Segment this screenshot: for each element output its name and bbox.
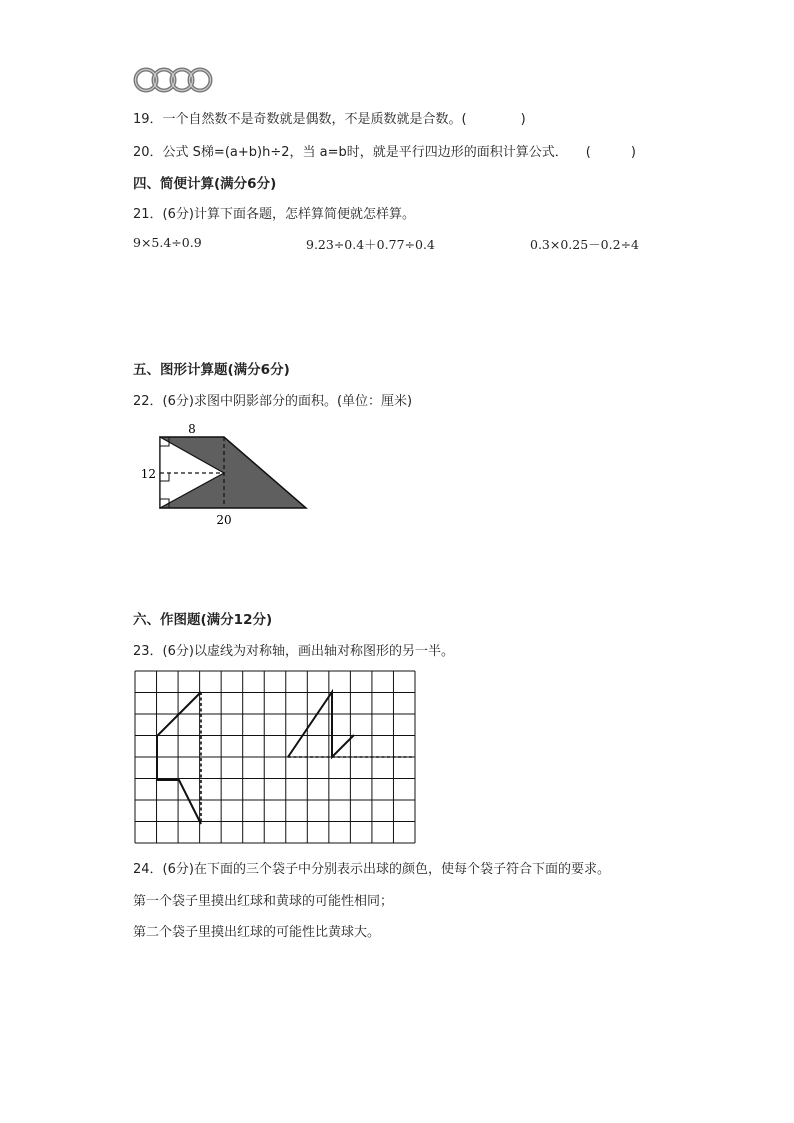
question-20-text: 20．公式 S梯=(a+b)h÷2，当 a=b时，就是平行四边形的面积计算公式． xyxy=(133,145,568,160)
left-label: 12 xyxy=(140,467,156,481)
question-20 xyxy=(133,141,636,160)
expression-2: 9.23÷0.4＋0.77÷0.4 xyxy=(306,237,435,252)
bottom-label: 20 xyxy=(216,513,232,527)
section-4-title: 四、简便计算(满分6分) xyxy=(133,176,277,192)
question-19 xyxy=(133,108,526,127)
question-20-paren-open: ( xyxy=(585,145,591,160)
top-label: 8 xyxy=(188,422,196,436)
expression-3: 0.3×0.25－0.2÷4 xyxy=(530,237,639,252)
section-5-title: 五、图形计算题(满分6分) xyxy=(133,362,290,378)
question-20-paren-close: ) xyxy=(630,145,636,160)
expression-1: 9×5.4÷0.9 xyxy=(133,235,202,250)
question-19-text: 19．一个自然数不是奇数就是偶数，不是质数就是合数。( xyxy=(133,112,467,127)
question-24-text: 24．(6分)在下面的三个袋子中分别表示出球的颜色，使每个袋子符合下面的要求。 xyxy=(133,862,610,877)
figure-left-half xyxy=(157,692,201,824)
symmetry-grid xyxy=(134,670,418,846)
question-21-text: 21．(6分)计算下面各题，怎样算简便就怎样算。 xyxy=(133,207,415,222)
requirement-1: 第一个袋子里摸出红球和黄球的可能性相同； xyxy=(133,894,394,909)
requirement-2: 第二个袋子里摸出红球的可能性比黄球大。 xyxy=(133,925,381,940)
question-23-text: 23．(6分)以虚线为对称轴，画出轴对称图形的另一半。 xyxy=(133,644,454,659)
rings-logo xyxy=(132,66,216,94)
figure-right-half xyxy=(288,692,354,757)
question-22-text: 22．(6分)求图中阴影部分的面积。(单位：厘米) xyxy=(133,394,413,409)
question-19-paren-close: ) xyxy=(520,112,526,127)
shaded-area-figure xyxy=(138,418,318,530)
section-6-title: 六、作图题(满分12分) xyxy=(133,612,273,628)
